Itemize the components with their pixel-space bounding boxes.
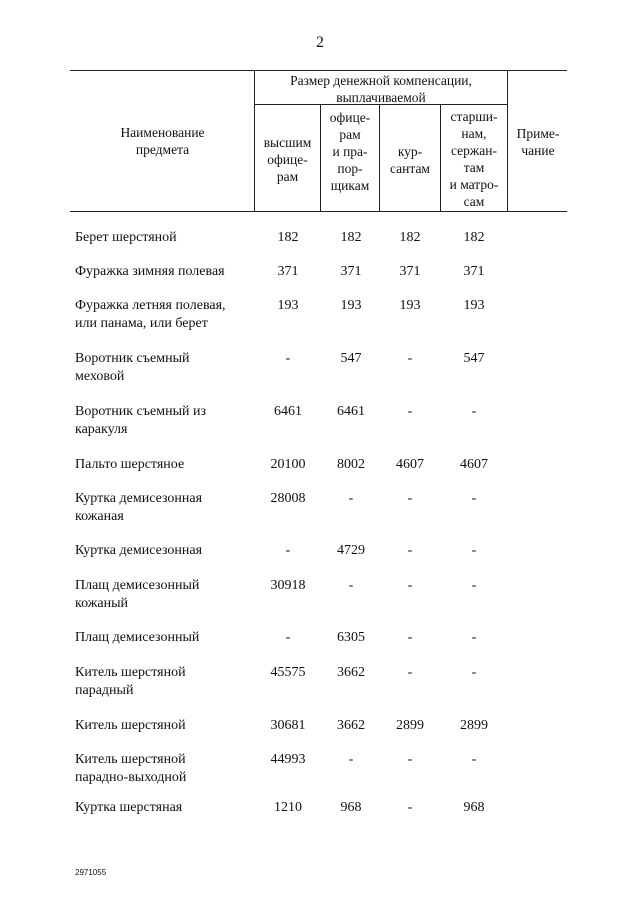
row-item-name: Плащ демисезонный	[75, 630, 200, 645]
header-note: Приме- чание	[516, 126, 560, 158]
row-value-col-1: 193	[277, 298, 299, 313]
row-value-col-4: 547	[463, 351, 485, 366]
row-value-col-4: 4607	[460, 457, 488, 472]
row-value-col-3: -	[407, 491, 413, 506]
row-value-col-2: 6305	[337, 630, 365, 645]
row-value-col-2: 8002	[337, 457, 365, 472]
row-item-name: Китель шерстяной	[75, 718, 186, 733]
row-value-col-2: 193	[340, 298, 362, 313]
row-item-name: Плащ демисезонный кожаный	[75, 578, 200, 611]
row-item-name: Воротник съемный из каракуля	[75, 404, 206, 437]
row-value-col-1: 28008	[270, 491, 306, 506]
row-value-col-3: 371	[399, 264, 421, 279]
header-compensation-group: Размер денежной компенсации, выплачиваемой	[290, 73, 472, 105]
header-col-sergeants-sailors: старши- нам, сержан- там и матро- сам	[449, 109, 499, 209]
row-value-col-2: -	[348, 578, 354, 593]
row-item-name: Куртка демисезонная кожаная	[75, 491, 203, 524]
row-value-col-3: -	[407, 665, 413, 680]
row-value-col-2: -	[348, 752, 354, 767]
document-code: 2971055	[75, 868, 107, 877]
row-value-col-3: 4607	[396, 457, 424, 472]
row-value-col-2: 371	[340, 264, 362, 279]
row-item-name: Берет шерстяной	[75, 230, 177, 245]
row-item-name: Куртка демисезонная	[75, 543, 203, 558]
row-item-name: Фуражка зимняя полевая	[75, 264, 225, 279]
row-value-col-4: 371	[463, 264, 485, 279]
row-value-col-2: 182	[340, 230, 362, 245]
row-value-col-2: 3662	[337, 665, 365, 680]
row-value-col-1: 371	[277, 264, 299, 279]
row-item-name: Фуражка летняя полевая, или панама, или берет	[75, 298, 226, 331]
row-value-col-2: 4729	[337, 543, 365, 558]
row-value-col-2: 968	[340, 800, 362, 815]
row-value-col-3: -	[407, 630, 413, 645]
row-value-col-3: -	[407, 578, 413, 593]
row-value-col-4: 193	[463, 298, 485, 313]
row-value-col-3: 2899	[396, 718, 424, 733]
header-col-senior-officers: высшим офице- рам	[263, 135, 312, 184]
row-value-col-4: -	[471, 543, 477, 558]
row-value-col-2: 547	[340, 351, 362, 366]
row-value-col-3: -	[407, 404, 413, 419]
row-value-col-1: 30681	[270, 718, 306, 733]
row-value-col-4: -	[471, 630, 477, 645]
row-value-col-3: 182	[399, 230, 421, 245]
header-col-cadets: кур- сантам	[390, 144, 430, 176]
row-value-col-1: -	[285, 543, 291, 558]
page-number: 2	[316, 34, 324, 51]
row-value-col-2: 6461	[337, 404, 365, 419]
row-item-name: Воротник съемный меховой	[75, 351, 190, 384]
row-value-col-4: 182	[463, 230, 485, 245]
row-value-col-4: -	[471, 491, 477, 506]
row-value-col-3: -	[407, 351, 413, 366]
row-value-col-1: -	[285, 351, 291, 366]
row-value-col-2: -	[348, 491, 354, 506]
row-value-col-4: -	[471, 404, 477, 419]
row-value-col-4: -	[471, 752, 477, 767]
row-value-col-4: 2899	[460, 718, 488, 733]
row-value-col-3: -	[407, 543, 413, 558]
row-value-col-1: 6461	[274, 404, 302, 419]
row-value-col-1: 182	[277, 230, 299, 245]
row-item-name: Китель шерстяной парадно-выходной	[75, 752, 187, 785]
header-item-name: Наименование предмета	[120, 125, 205, 157]
row-value-col-1: 45575	[270, 665, 306, 680]
row-value-col-3: 193	[399, 298, 421, 313]
row-value-col-4: 968	[463, 800, 485, 815]
row-value-col-4: -	[471, 665, 477, 680]
header-col-officers-warrant: офице- рам и пра- пор- щикам	[329, 110, 371, 193]
row-value-col-1: 30918	[270, 578, 306, 593]
row-item-name: Куртка шерстяная	[75, 800, 183, 815]
row-item-name: Пальто шерстяное	[75, 457, 185, 472]
row-value-col-1: 20100	[270, 457, 306, 472]
row-value-col-3: -	[407, 752, 413, 767]
row-value-col-2: 3662	[337, 718, 365, 733]
row-value-col-1: 44993	[270, 752, 306, 767]
row-value-col-1: -	[285, 630, 291, 645]
row-item-name: Китель шерстяной парадный	[75, 665, 186, 698]
row-value-col-3: -	[407, 800, 413, 815]
row-value-col-4: -	[471, 578, 477, 593]
row-value-col-1: 1210	[274, 800, 302, 815]
